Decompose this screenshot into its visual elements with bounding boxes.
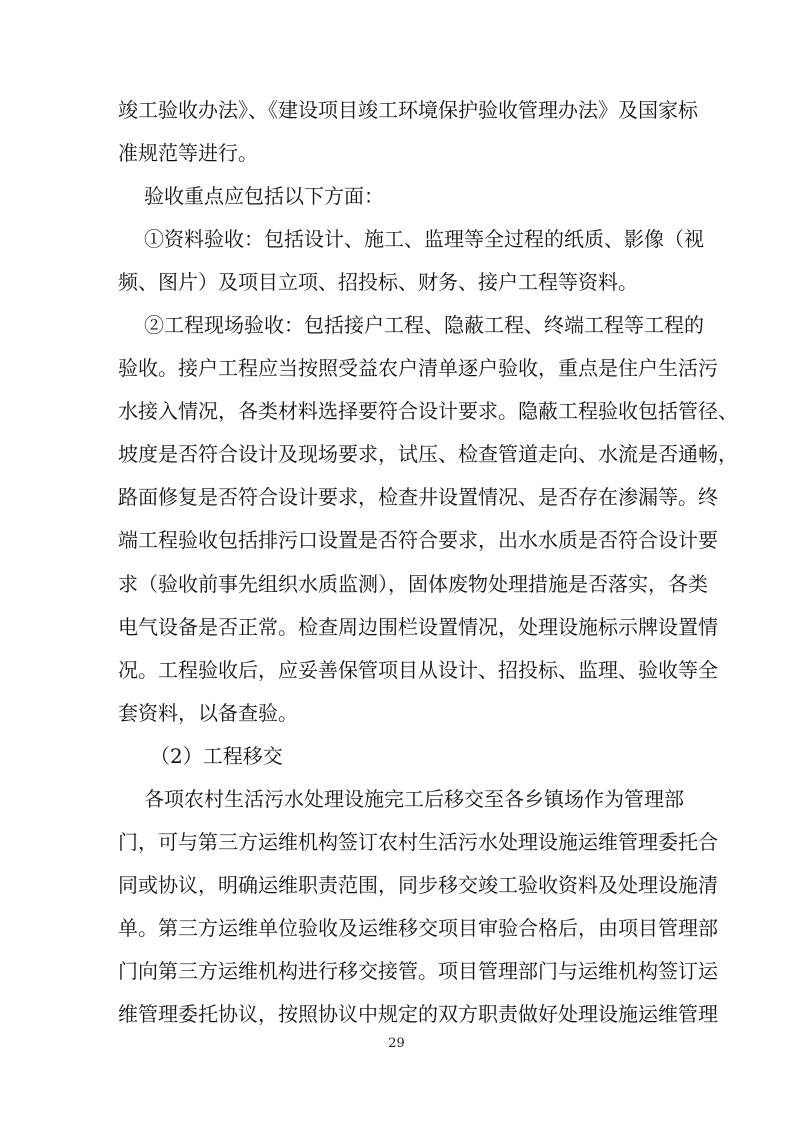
document-page: 竣工验收办法》、《建设项目竣工环境保护验收管理办法》及国家标 准规范等进行。 验收重点应包括以下方面： ①资料验收：包括设计、施工、监理等全过程的纸质、影像（视 频、图片）及项目立项、招投标、财务、接户工程等资料。 ②工程现场验收：包括接户工程、隐蔽工程、终端工程等工程的 验收。接户工程应当按照受益农户清单逐户验收，重点是住户生活污 水接入情况，各类材料选择要符合设计要求。隐蔽工程验收包括管径、 坡度是否符合设计及现场要求，试压、检查管道走向、水流是否通畅， 路面修复是否符合设计要求，检查井设置情况、是否存在渗漏等。终 端工程验收包括排污口设置是否符合要求，出水水质是否符合设计要 求（验收前事先组织水质监测），固体废物处理措施是否落实，各类 电气设备是否正常。检查周边围栏设置情况，处理设施标示牌设置情 况。工程验收后，应妥善保管项目从设计、招投标、监理、验收等全 套资料，以备查验。 （2）工程移交 各项农村生活污水处理设施完工后移交至各乡镇场作为管理部 门，可与第三方运维机构签订农村生活污水处理设施运维管理委托合 同或协议，明确运维职责范围，同步移交竣工验收资料及处理设施清 单。第三方运维单位验收及运维移交项目审验合格后，由项目管理部 门向第三方运维机构进行移交接管。项目管理部门与运维机构签订运 维管理委托协议，按照协议中规定的双方职责做好处理设施运维管理 29 bbox=[0, 0, 793, 1122]
page-number: 29 bbox=[388, 1036, 405, 1051]
